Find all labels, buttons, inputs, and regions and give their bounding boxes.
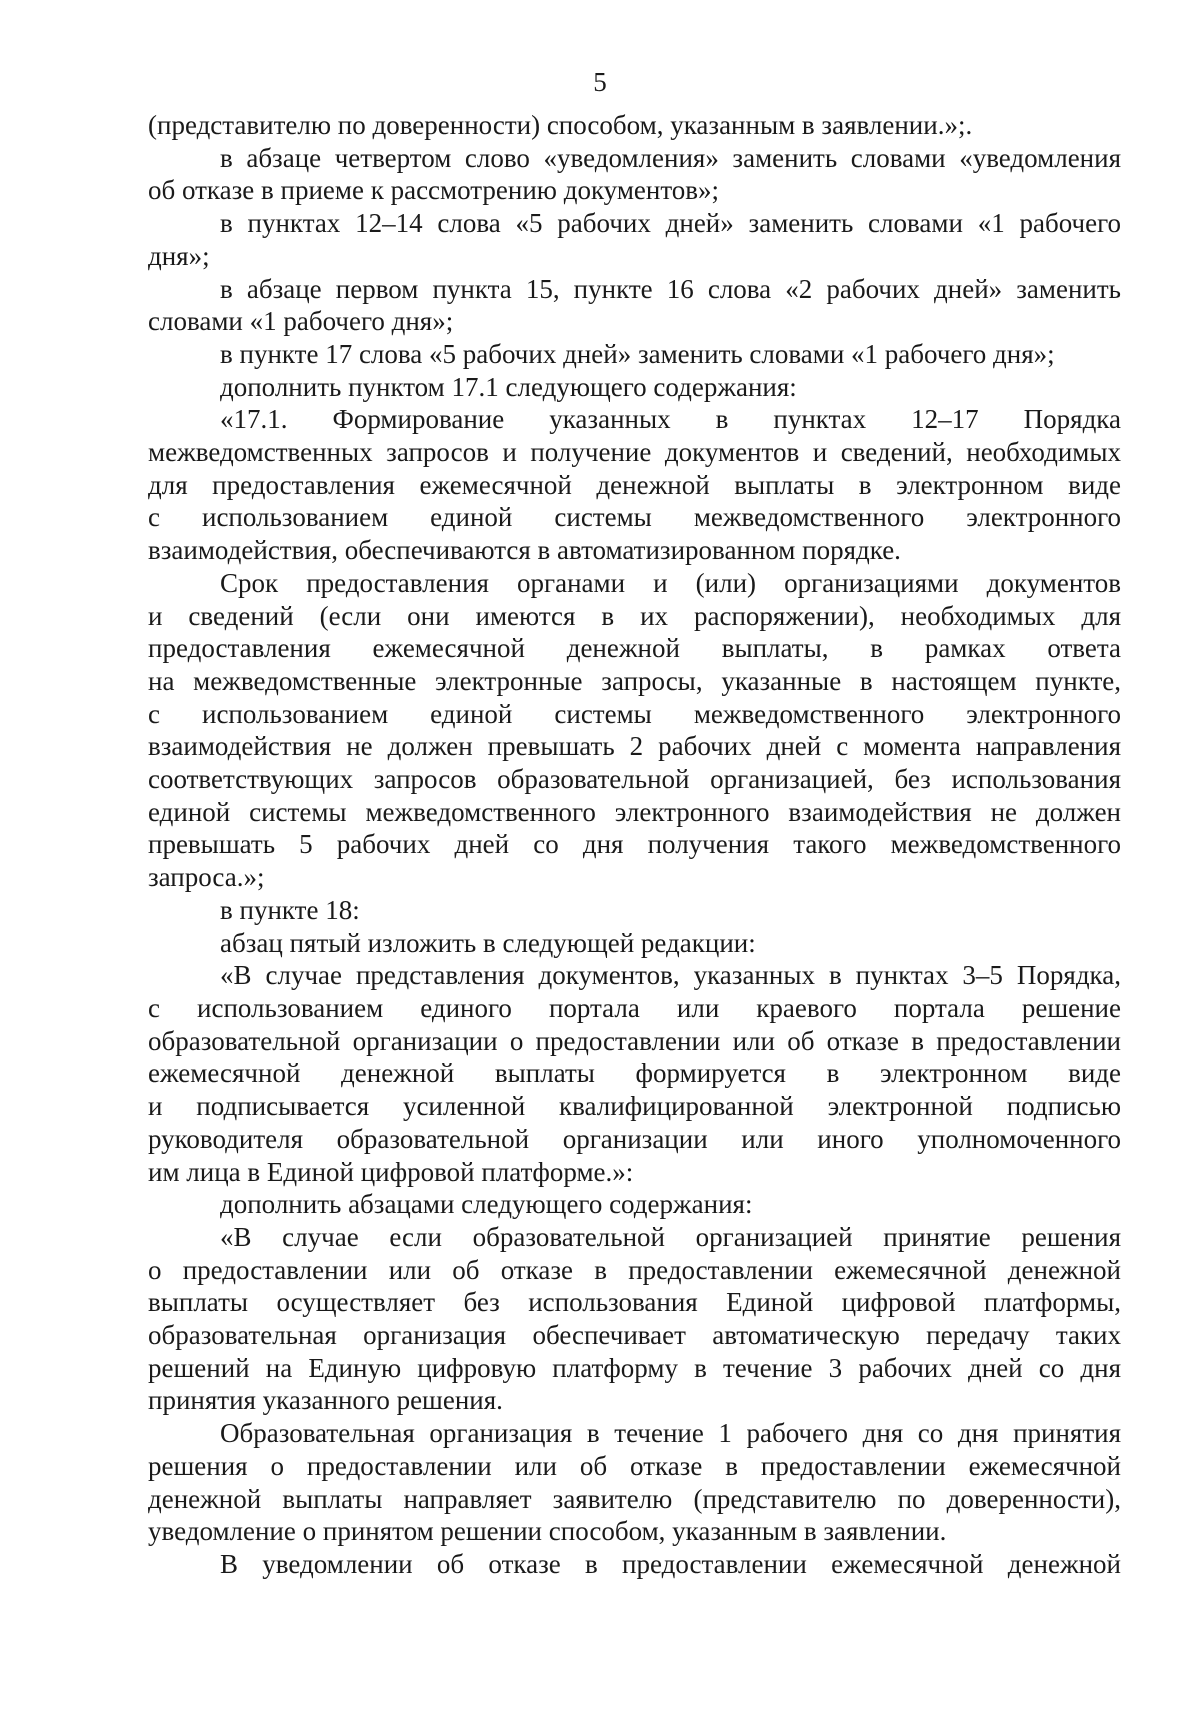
text-line: на межведомственные электронные запросы, указанные в настоящем пункте, [148, 665, 1121, 696]
text-line: (представителю по доверенности) способом, указанным в заявлении.»;. [148, 110, 973, 140]
text-line: решений на Единую цифровую платформу в течение 3 рабочих дней со дня [148, 1352, 1121, 1383]
text-line: дополнить пунктом 17.1 следующего содержания: [220, 371, 797, 402]
text-line: дополнить абзацами следующего содержания: [220, 1189, 753, 1220]
text-line: единой системы межведомственного электронного взаимодействия не должен [148, 796, 1121, 827]
text-line: взаимодействия, обеспечиваются в автоматизированном порядке. [148, 535, 901, 566]
text-line: «В случае представления документов, указанных в пунктах 3–5 Порядка, [220, 960, 1121, 991]
document-body [148, 109, 1121, 1581]
text-line: для предоставления ежемесячной денежной выплаты в электронном виде [148, 469, 1121, 500]
text-line: В уведомлении об отказе в предоставлении ежемесячной денежной [220, 1548, 1121, 1579]
text-line: в абзаце четвертом слово «уведомления» заменить словами «уведомления [220, 142, 1121, 173]
text-line: с использованием единой системы межведомственного электронного [148, 502, 1121, 533]
text-line: словами «1 рабочего дня»; [148, 306, 454, 337]
text-line: руководителя образовательной организации или иного уполномоченного [148, 1123, 1121, 1154]
text-line: выплаты осуществляет без использования Единой цифровой платформы, [148, 1287, 1121, 1318]
text-line: абзац пятый изложить в следующей редакции: [220, 927, 756, 958]
text-line: им лица в Единой цифровой платформе.»: [148, 1156, 634, 1187]
text-line: в пункте 18: [220, 894, 360, 925]
text-line: превышать 5 рабочих дней со дня получения такого межведомственного [148, 829, 1121, 860]
page-number: 5 [593, 67, 607, 97]
text-line: с использованием единой системы межведомственного электронного [148, 698, 1121, 729]
text-line: запроса.»; [148, 862, 265, 893]
text-line: о предоставлении или об отказе в предоставлении ежемесячной денежной [148, 1254, 1121, 1285]
text-line: Образовательная организация в течение 1 рабочего дня со дня принятия [220, 1418, 1121, 1449]
text-line: в пунктах 12–14 слова «5 рабочих дней» заменить словами «1 рабочего [220, 208, 1121, 239]
text-line: решения о предоставлении или об отказе в предоставлении ежемесячной [148, 1450, 1121, 1481]
text-line: соответствующих запросов образовательной организацией, без использования [148, 764, 1121, 795]
text-line: уведомление о принятом решении способом, указанным в заявлении. [148, 1516, 947, 1547]
text-line: взаимодействия не должен превышать 2 рабочих дней с момента направления [148, 731, 1121, 762]
text-line: денежной выплаты направляет заявителю (представителю по доверенности), [148, 1483, 1121, 1514]
text-line: межведомственных запросов и получение документов и сведений, необходимых [148, 437, 1121, 468]
text-line: предоставления ежемесячной денежной выплаты, в рамках ответа [148, 633, 1121, 664]
text-line: Срок предоставления органами и (или) организациями документов [220, 567, 1121, 598]
text-line: с использованием единого портала или краевого портала решение [148, 992, 1121, 1023]
text-line: образовательной организации о предоставлении или об отказе в предоставлении [148, 1025, 1121, 1056]
text-line: принятия указанного решения. [148, 1385, 503, 1416]
text-line: об отказе в приеме к рассмотрению документов»; [148, 175, 720, 206]
text-line: дня»; [148, 240, 210, 271]
text-line: «В случае если образовательной организацией принятие решения [220, 1221, 1121, 1252]
text-line: в абзаце первом пункта 15, пункте 16 слова «2 рабочих дней» заменить [220, 273, 1121, 304]
text-line: и подписывается усиленной квалифицированной электронной подписью [148, 1091, 1121, 1122]
text-line: образовательная организация обеспечивает автоматическую передачу таких [148, 1320, 1121, 1351]
text-line: ежемесячной денежной выплаты формируется в электронном виде [148, 1058, 1121, 1089]
text-line: «17.1. Формирование указанных в пунктах 12–17 Порядка [220, 404, 1121, 435]
text-line: в пункте 17 слова «5 рабочих дней» заменить словами «1 рабочего дня»; [220, 338, 1055, 369]
text-line: и сведений (если они имеются в их распоряжении), необходимых для [148, 600, 1121, 631]
